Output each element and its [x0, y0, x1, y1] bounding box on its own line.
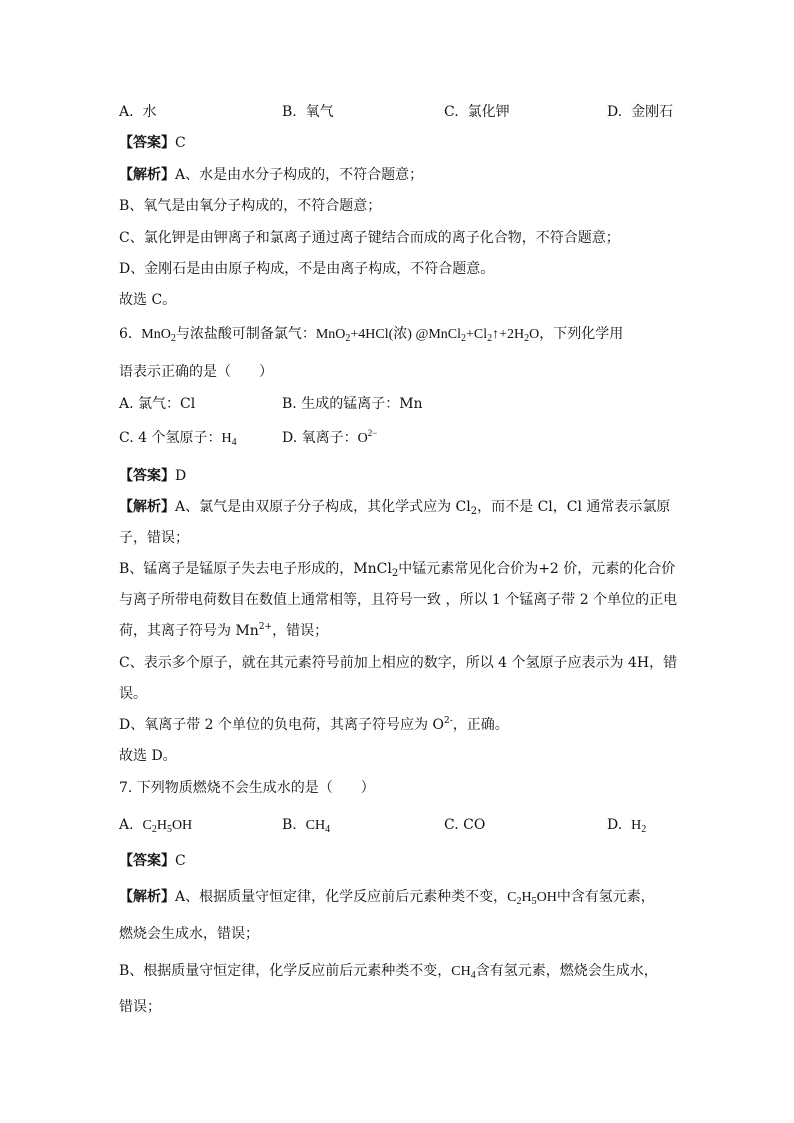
- q6-option-d: D. 氧离子：$O^{2-}$: [282, 428, 378, 446]
- q6-analysis-a1: 【解析】A、氯气是由双原子分子构成，其化学式应为 $Cl_2$，而不是 Cl，Cl 通常表示氯原: [119, 499, 671, 517]
- q6-option-c: C. 4 个氢原子：$H_4$: [119, 430, 237, 448]
- q6-answer: 【答案】D: [119, 468, 187, 484]
- q7-analysis-a2: 燃烧会生成水，错误；: [119, 926, 259, 942]
- q7-answer: 【答案】C: [119, 853, 186, 869]
- q6-analysis-c2: 误。: [119, 686, 147, 702]
- q6-analysis-b3: 荷，其离子符号为 $Mn^{2+}$，错误；: [119, 622, 329, 639]
- q6-analysis-d: D、氧离子带 2 个单位的负电荷，其离子符号应为 $O^{2-}$，正确。: [119, 716, 509, 733]
- q6-option-b: B. 生成的锰离子：Mn: [282, 396, 423, 412]
- q5-conclusion: 故选 C。: [119, 292, 177, 308]
- q7-analysis-b2: 错误；: [119, 999, 161, 1015]
- q5-answer: 【答案】C: [119, 135, 186, 151]
- q6-analysis-c1: C、表示多个原子，就在其元素符号前加上相应的数字，所以 4 个氢原子应表示为 4H，错: [119, 655, 678, 671]
- q6-analysis-b1: B、锰离子是锰原子失去电子形成的，MnCl$_2$中锰元素常见化合价为+2 价，元素的化合价: [119, 561, 676, 579]
- q5-option-d: D. 金刚石: [607, 104, 674, 120]
- q7-stem: 7. 下列物质燃烧不会生成水的是（ ）: [119, 780, 375, 796]
- q7-analysis-a1: 【解析】A、根据质量守恒定律，化学反应前后元素种类不变，$C_2H_5OH$中含有氢元素，: [119, 889, 655, 907]
- q7-analysis-b1: B、根据质量守恒定律，化学反应前后元素种类不变，$CH_4$含有氢元素，燃烧会生成水，: [119, 963, 658, 981]
- q7-option-b: B. $CH_4$: [282, 817, 331, 835]
- q5-analysis-d: D、金刚石是由由原子构成，不是由离子构成，不符合题意。: [119, 261, 495, 277]
- q6-option-a: A. 氯气：Cl: [119, 396, 196, 412]
- q5-option-a: A. 水: [119, 104, 157, 120]
- q6-stem-line1: 6. MnO$_2$与浓盐酸可制备氯气：MnO$_2$+4HCl(浓) $@MnCl_2+Cl_2↑+2H_2O$，下列化学用: [119, 326, 624, 344]
- q6-stem-line2: 语表示正确的是（ ）: [119, 364, 273, 380]
- q6-conclusion: 故选 D。: [119, 748, 177, 764]
- q6-analysis-b2: 与离子所带电荷数目在数值上通常相等，且符号一致 ，所以 1 个锰离子带 2 个单位的正电: [119, 592, 678, 608]
- q7-option-c: C. CO: [444, 817, 486, 833]
- q7-option-a: A. $C_2H_5OH$: [119, 817, 193, 835]
- q5-analysis-b: B、氧气是由氧分子构成的，不符合题意；: [119, 198, 382, 214]
- q5-analysis-a: 【解析】A、水是由水分子构成的，不符合题意；: [119, 167, 424, 183]
- q6-analysis-a2: 子，错误；: [119, 530, 189, 546]
- q7-option-d: D. $H_2$: [607, 817, 647, 835]
- q5-option-b: B. 氧气: [282, 104, 334, 120]
- q5-analysis-c: C、氯化钾是由钾离子和氯离子通过离子键结合而成的离子化合物，不符合题意；: [119, 230, 620, 246]
- q5-option-c: C. 氯化钾: [444, 104, 510, 120]
